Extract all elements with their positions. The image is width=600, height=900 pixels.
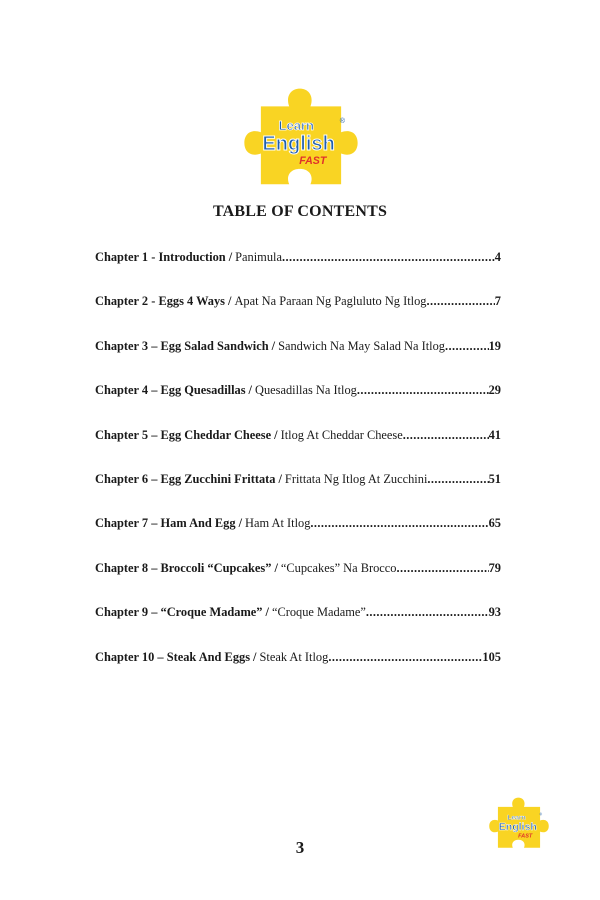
dot-leader [366,604,489,620]
chapter-title-en: Chapter 4 – Egg Quesadillas [95,383,246,398]
chapter-title-tl: “Croque Madame” [271,605,366,620]
chapter-title-en: Chapter 6 – Egg Zucchini Frittata [95,471,276,486]
chapter-title-en: Chapter 3 – Egg Salad Sandwich [95,338,269,353]
chapter-title-en: Chapter 9 – “Croque Madame” [95,605,263,620]
chapter-page-number: 29 [488,383,501,398]
chapter-title-en: Chapter 1 - Introduction [95,250,226,264]
chapter-title-tl: Panimula [235,250,282,264]
dot-leader [427,293,495,309]
toc-entry-1 [95,249,501,293]
dot-leader [397,560,489,576]
page-number: 3 [295,838,305,857]
title-separator: / [274,560,278,575]
chapter-title-tl: Frittata Ng Itlog At Zucchini [284,471,428,486]
toc-entry-3 [95,338,501,382]
dot-leader [328,649,482,665]
toc-entry-6 [95,471,501,515]
title-separator: / [265,605,269,620]
chapter-title-tl: “Cupcakes” Na Brocco [280,560,397,575]
logo-line-fast: FAST [299,155,327,168]
dot-leader [282,249,495,265]
toc-entry-10 [95,649,501,693]
title-separator: / [253,649,257,664]
toc-entry-8 [95,560,501,604]
toc-entry-2 [95,293,501,337]
chapter-title-en: Chapter 2 - Eggs 4 Ways [95,294,226,309]
chapter-title-en: Chapter 7 – Ham And Egg [95,516,236,531]
title-separator: / [228,294,232,309]
chapter-title-en: Chapter 5 – Egg Cheddar Cheese [95,427,272,442]
chapter-page-number: 19 [488,338,501,353]
title-separator: / [274,427,278,442]
chapter-title-tl: Steak At Itlog [259,649,329,664]
dot-leader [403,427,489,443]
registered-mark: ® [539,812,543,817]
toc-entry-5 [95,427,501,471]
registered-mark: ® [339,116,345,125]
logo-line-learn: Learn [278,117,314,133]
dot-leader [427,471,488,487]
chapter-page-number: 65 [488,516,501,531]
toc-entry-7 [95,515,501,559]
chapter-title-en: Chapter 10 – Steak And Eggs [95,649,251,664]
dot-leader [310,515,488,531]
chapter-page-number: 41 [488,427,501,442]
chapter-title-en: Chapter 8 – Broccoli “Cupcakes” [95,560,272,575]
title-separator: / [278,471,282,486]
page-title: TABLE OF CONTENTS [212,203,388,220]
chapter-title-tl: Ham At Itlog [245,516,311,531]
title-separator: / [228,250,233,264]
dot-leader [357,382,489,398]
chapter-page-number: 105 [482,649,501,664]
title-separator: / [271,338,276,353]
table-of-contents [95,249,501,693]
learn-english-fast-logo [242,78,360,196]
toc-entry-4 [95,382,501,426]
chapter-page-number: 7 [494,294,501,309]
logo-line-fast: FAST [518,833,533,840]
logo-line-english: English [498,820,537,833]
dot-leader [445,338,489,354]
chapter-title-tl: Apat Na Paraan Ng Pagluluto Ng Itlog [234,294,427,309]
chapter-title-tl: Sandwich Na May Salad Na Itlog [278,338,445,353]
logo-line-learn: Learn [507,814,526,822]
toc-entry-9 [95,604,501,648]
logo-line-english: English [262,132,335,155]
chapter-page-number: 93 [488,605,501,620]
chapter-page-number: 51 [488,471,501,486]
chapter-page-number: 4 [494,250,501,264]
chapter-title-tl: Itlog At Cheddar Cheese [280,427,403,442]
chapter-page-number: 79 [488,560,501,575]
title-separator: / [238,516,243,531]
title-separator: / [248,383,252,398]
chapter-title-tl: Quesadillas Na Itlog [255,383,357,398]
